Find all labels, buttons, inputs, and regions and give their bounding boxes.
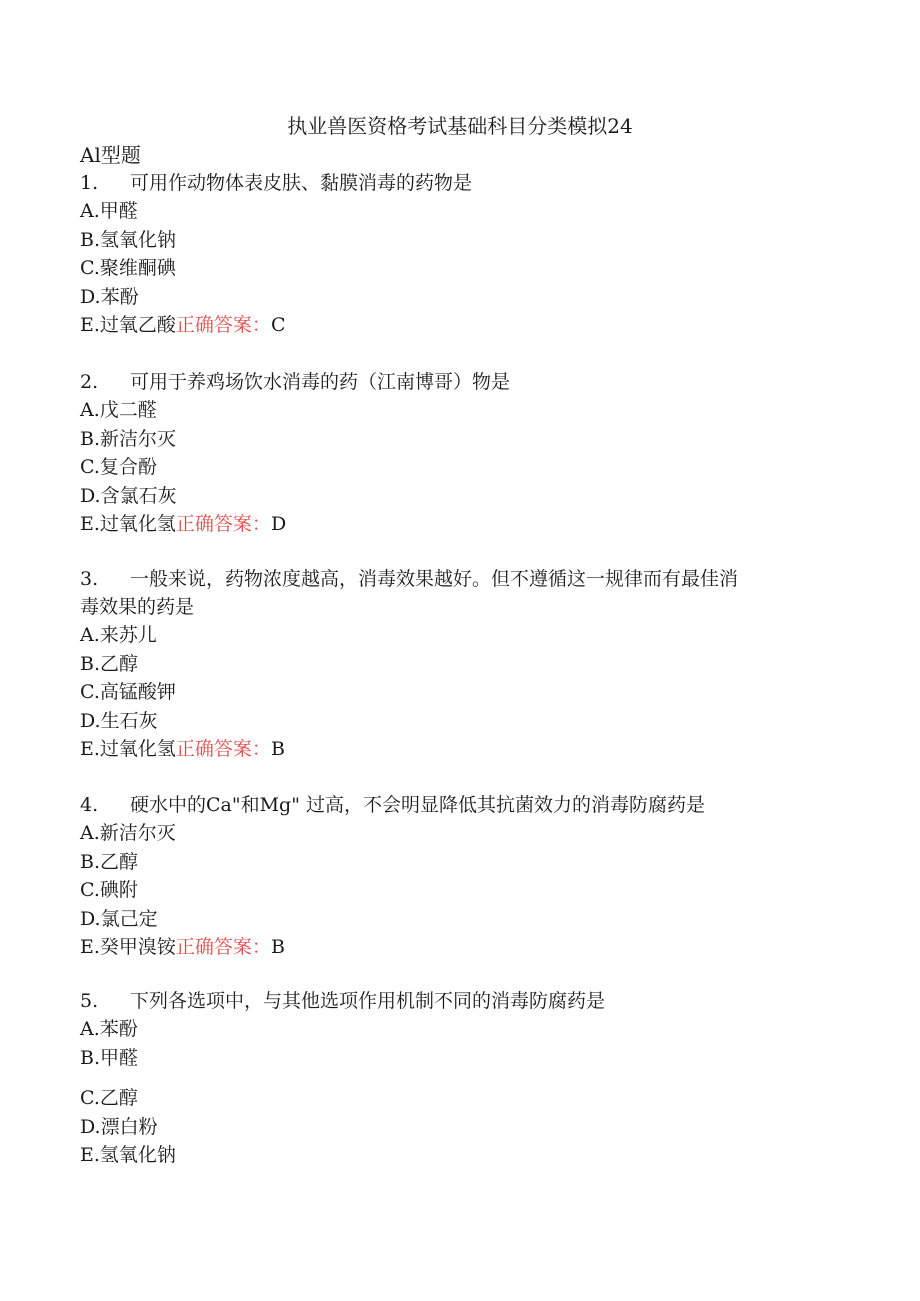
option-d: D.氯己定 xyxy=(80,907,158,930)
question-text-continued: 毒效果的药是 xyxy=(80,596,195,618)
question-3 xyxy=(80,565,840,764)
option-c: C.乙醇 xyxy=(80,1087,138,1110)
answer-label: 正确答案： xyxy=(175,936,271,959)
option-a: A.新洁尔灭 xyxy=(80,822,176,844)
option-b: B.甲醛 xyxy=(80,1046,139,1069)
answer-value: B xyxy=(270,738,285,761)
option-e: E.过氧乙酸正确答案：C xyxy=(80,314,286,337)
question-number: 3. xyxy=(80,568,99,590)
answer-value: C xyxy=(270,314,286,337)
option-a: A.戊二醛 xyxy=(80,399,157,421)
option-d: D.生石灰 xyxy=(80,709,158,732)
option-c: C.碘附 xyxy=(80,879,138,902)
question-2 xyxy=(80,368,840,539)
answer-label: 正确答案： xyxy=(175,738,271,761)
question-number: 5. xyxy=(80,990,99,1012)
page-title: 执业兽医资格考试基础科目分类模拟24 xyxy=(287,114,633,138)
answer-value: D xyxy=(270,513,287,536)
question-text: 硬水中的Ca"和Mg" 过高，不会明显降低其抗菌效力的消毒防腐药是 xyxy=(130,794,706,816)
option-b: B.乙醇 xyxy=(80,652,139,675)
question-text: 可用于养鸡场饮水消毒的药（江南博哥）物是 xyxy=(130,371,511,393)
option-e: E.过氧化氢正确答案：B xyxy=(80,738,285,761)
option-e: E.过氧化氢正确答案：D xyxy=(80,513,287,536)
question-text: 一般来说，药物浓度越高，消毒效果越好。但不遵循这一规律而有最佳消 xyxy=(130,568,739,590)
option-b: B.氢氧化钠 xyxy=(80,228,177,251)
option-a: A.甲醛 xyxy=(80,200,138,222)
section-heading: Al型题 xyxy=(80,143,141,167)
option-d: D.含氯石灰 xyxy=(80,484,177,507)
question-number: 4. xyxy=(80,794,99,816)
question-4 xyxy=(80,791,840,962)
option-a: A.来苏儿 xyxy=(80,624,157,646)
question-number: 1. xyxy=(80,172,99,194)
question-text: 下列各选项中，与其他选项作用机制不同的消毒防腐药是 xyxy=(130,990,606,1012)
option-d: D.漂白粉 xyxy=(80,1115,158,1138)
answer-label: 正确答案： xyxy=(175,314,271,337)
question-text: 可用作动物体表皮肤、黏膜消毒的药物是 xyxy=(130,172,473,194)
option-c: C.高锰酸钾 xyxy=(80,681,176,704)
option-b: B.乙醇 xyxy=(80,850,139,873)
answer-label: 正确答案： xyxy=(175,513,271,536)
option-b: B.新洁尔灭 xyxy=(80,427,177,450)
option-e: E.氢氧化钠 xyxy=(80,1144,176,1167)
option-d: D.苯酚 xyxy=(80,285,139,308)
option-e: E.癸甲溴铵正确答案：B xyxy=(80,936,285,959)
option-c: C.聚维酮碘 xyxy=(80,257,176,280)
answer-value: B xyxy=(270,936,285,959)
question-5 xyxy=(80,987,840,1170)
question-number: 2. xyxy=(80,371,99,393)
option-a: A.苯酚 xyxy=(80,1018,138,1040)
option-c: C.复合酚 xyxy=(80,456,157,479)
question-1 xyxy=(80,169,840,340)
